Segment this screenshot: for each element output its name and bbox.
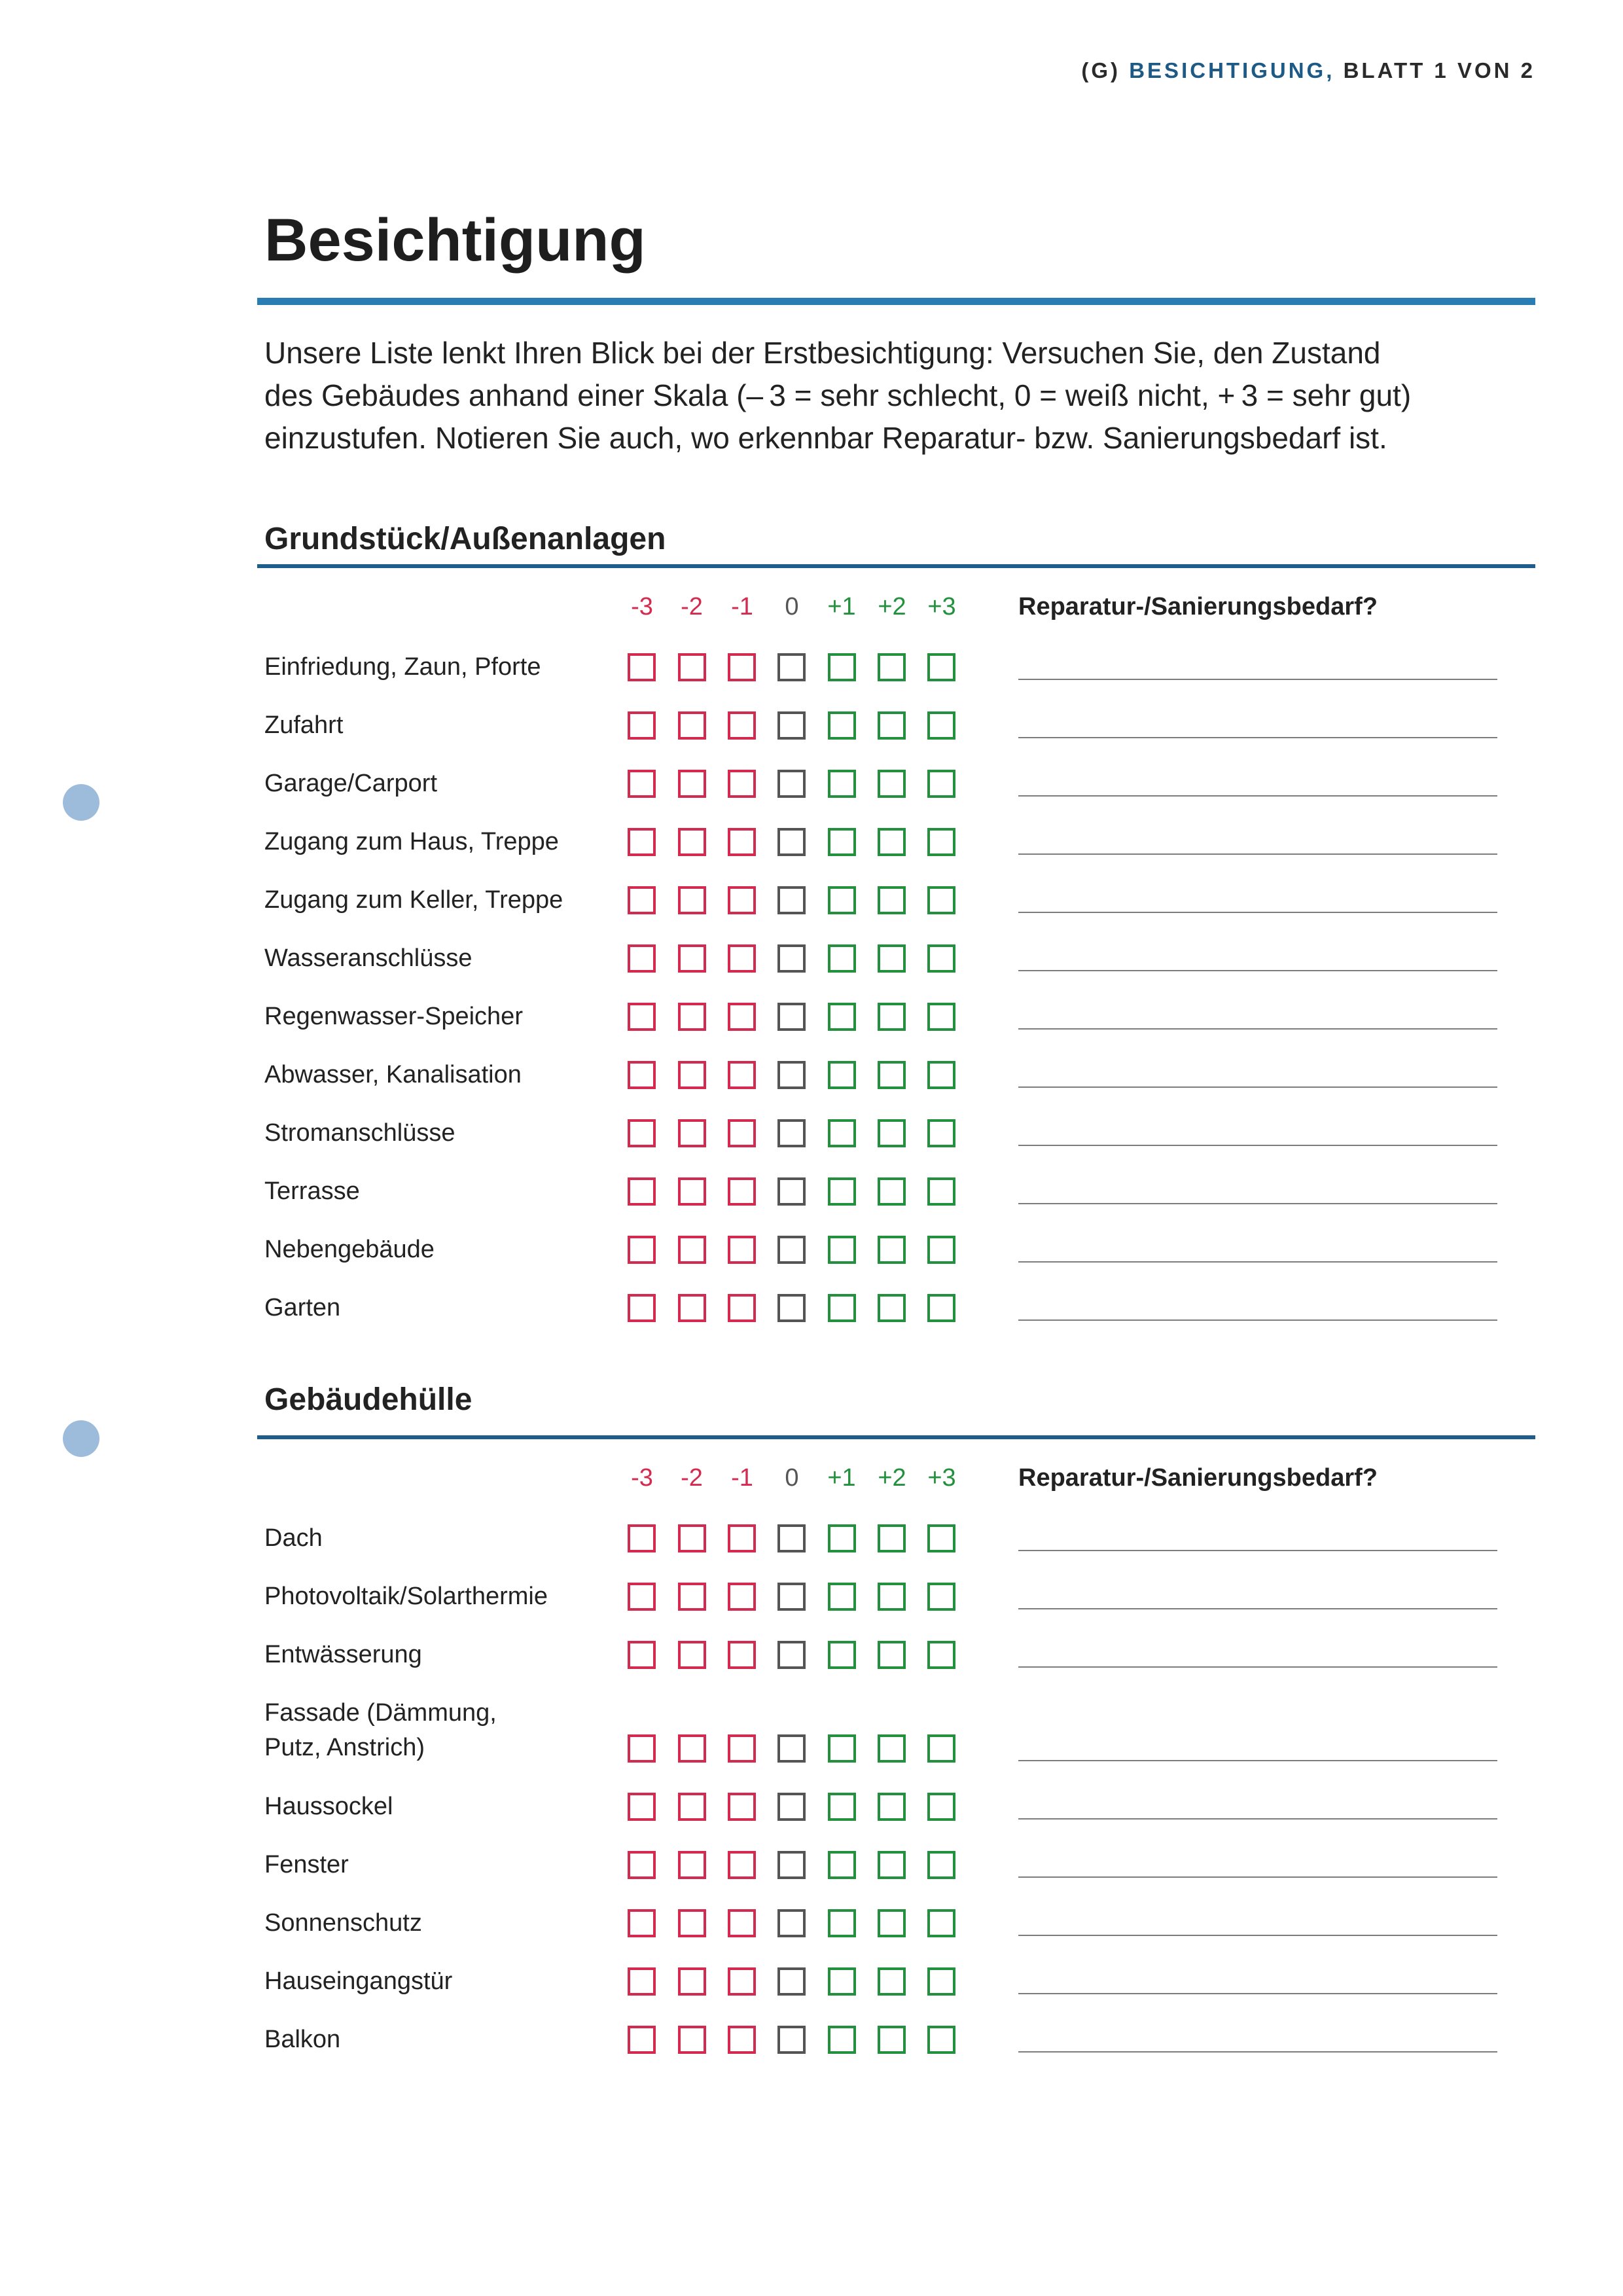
rating-checkbox-minus-2[interactable] bbox=[678, 828, 706, 856]
rating-checkbox-plus-1[interactable] bbox=[828, 828, 856, 856]
rating-checkbox-minus-1[interactable] bbox=[728, 1294, 756, 1322]
rating-checkbox-minus-3[interactable] bbox=[628, 1583, 656, 1611]
row-label: Stromanschlüsse bbox=[264, 1119, 455, 1147]
rating-checkbox-minus-2[interactable] bbox=[678, 770, 706, 798]
rating-checkbox-0[interactable] bbox=[777, 828, 806, 856]
rating-checkbox-plus-2[interactable] bbox=[878, 770, 906, 798]
rating-checkbox-plus-3[interactable] bbox=[927, 1851, 955, 1879]
repair-note-field[interactable] bbox=[1018, 829, 1497, 855]
rating-checkbox-plus-3[interactable] bbox=[927, 1061, 955, 1089]
section-gebaeudehuelle bbox=[257, 1382, 1535, 2053]
rating-checkbox-plus-3[interactable] bbox=[927, 711, 955, 740]
rating-checkbox-minus-1[interactable] bbox=[728, 2026, 756, 2054]
rating-checkbox-plus-3[interactable] bbox=[927, 828, 955, 856]
rating-checkbox-0[interactable] bbox=[777, 1294, 806, 1322]
rating-checkbox-plus-1[interactable] bbox=[828, 770, 856, 798]
rating-checkbox-0[interactable] bbox=[777, 1119, 806, 1147]
rating-checkbox-plus-2[interactable] bbox=[878, 1119, 906, 1147]
rating-checkbox-plus-2[interactable] bbox=[878, 1583, 906, 1611]
rating-checkbox-minus-2[interactable] bbox=[678, 1967, 706, 1996]
rating-checkbox-minus-1[interactable] bbox=[728, 1003, 756, 1031]
rating-checkbox-0[interactable] bbox=[777, 1061, 806, 1089]
rating-checkbox-plus-3[interactable] bbox=[927, 1734, 955, 1763]
scale-label-plus-2: +2 bbox=[878, 593, 906, 620]
checklist-row bbox=[257, 1568, 1535, 1626]
rating-checkbox-plus-2[interactable] bbox=[878, 711, 906, 740]
rating-checkbox-minus-1[interactable] bbox=[728, 1734, 756, 1763]
rating-checkbox-0[interactable] bbox=[777, 1851, 806, 1879]
rating-checkbox-minus-1[interactable] bbox=[728, 828, 756, 856]
checklist-row bbox=[257, 1046, 1535, 1104]
rating-checkbox-minus-1[interactable] bbox=[728, 711, 756, 740]
rating-checkbox-minus-2[interactable] bbox=[678, 886, 706, 914]
rating-checkbox-minus-3[interactable] bbox=[628, 1524, 656, 1552]
rating-checkbox-minus-1[interactable] bbox=[728, 1524, 756, 1552]
rating-checkbox-minus-2[interactable] bbox=[678, 1734, 706, 1763]
checklist-row bbox=[257, 1952, 1535, 2011]
rating-checkbox-0[interactable] bbox=[777, 1967, 806, 1996]
rating-checkbox-plus-1[interactable] bbox=[828, 1641, 856, 1669]
section-title: Gebäudehülle bbox=[264, 1382, 473, 1417]
checklist-row bbox=[257, 638, 1535, 696]
scale-label-plus-1: +1 bbox=[827, 1464, 856, 1492]
rating-checkbox-minus-3[interactable] bbox=[628, 1641, 656, 1669]
rating-checkbox-minus-1[interactable] bbox=[728, 1793, 756, 1821]
rating-checkbox-minus-3[interactable] bbox=[628, 1967, 656, 1996]
rating-checkbox-minus-3[interactable] bbox=[628, 770, 656, 798]
rating-checkbox-plus-1[interactable] bbox=[828, 1061, 856, 1089]
rating-checkbox-0[interactable] bbox=[777, 1641, 806, 1669]
intro-paragraph: Unsere Liste lenkt Ihren Blick bei der Erstbesichtigung: Versuchen Sie, den Zustand des Gebäudes anhand einer Skala (– 3 = sehr schlecht, 0 = weiß nicht, + 3 = sehr gut) einzustufen. Notieren Sie auch, wo erkennbar Reparatur- bzw. Sanierungsbedarf ist. bbox=[264, 336, 1412, 455]
rating-checkbox-minus-2[interactable] bbox=[678, 1641, 706, 1669]
rating-checkbox-plus-3[interactable] bbox=[927, 944, 955, 973]
row-label: Photovoltaik/Solarthermie bbox=[264, 1582, 548, 1610]
repair-note-field[interactable] bbox=[1018, 887, 1497, 913]
scale-label-plus-1: +1 bbox=[827, 593, 856, 620]
rating-checkbox-minus-3[interactable] bbox=[628, 2026, 656, 2054]
rating-checkbox-plus-2[interactable] bbox=[878, 1734, 906, 1763]
checklist-row bbox=[257, 929, 1535, 988]
row-label: Entwässerung bbox=[264, 1640, 422, 1668]
rating-checkbox-plus-1[interactable] bbox=[828, 944, 856, 973]
rating-checkbox-minus-3[interactable] bbox=[628, 1793, 656, 1821]
rating-checkbox-plus-1[interactable] bbox=[828, 1734, 856, 1763]
section-grundstueck bbox=[257, 522, 1535, 1321]
rating-checkbox-minus-1[interactable] bbox=[728, 1061, 756, 1089]
scale-label-minus-3: -3 bbox=[631, 593, 653, 620]
checklist-row bbox=[257, 1684, 1535, 1778]
rating-checkbox-plus-3[interactable] bbox=[927, 886, 955, 914]
row-label: Garage/Carport bbox=[264, 769, 438, 797]
row-label: Nebengebäude bbox=[264, 1235, 435, 1263]
rating-checkbox-minus-2[interactable] bbox=[678, 1851, 706, 1879]
rating-checkbox-minus-1[interactable] bbox=[728, 944, 756, 973]
section-rule bbox=[257, 564, 1535, 568]
rating-checkbox-plus-3[interactable] bbox=[927, 1177, 955, 1206]
rating-checkbox-minus-2[interactable] bbox=[678, 711, 706, 740]
rating-checkbox-minus-2[interactable] bbox=[678, 1177, 706, 1206]
repair-note-field[interactable] bbox=[1018, 1793, 1497, 1820]
rating-checkbox-plus-3[interactable] bbox=[927, 1236, 955, 1264]
row-label: Terrasse bbox=[264, 1177, 360, 1205]
rating-checkbox-minus-3[interactable] bbox=[628, 653, 656, 681]
rating-checkbox-plus-2[interactable] bbox=[878, 1236, 906, 1264]
rating-checkbox-plus-3[interactable] bbox=[927, 653, 955, 681]
scale-label-plus-3: +3 bbox=[927, 1464, 956, 1492]
rating-checkbox-plus-1[interactable] bbox=[828, 886, 856, 914]
rating-checkbox-0[interactable] bbox=[777, 1524, 806, 1552]
rating-checkbox-0[interactable] bbox=[777, 2026, 806, 2054]
repair-note-field[interactable] bbox=[1018, 1852, 1497, 1878]
rating-checkbox-plus-2[interactable] bbox=[878, 1793, 906, 1821]
row-label: Einfriedung, Zaun, Pforte bbox=[264, 653, 541, 681]
rating-checkbox-minus-2[interactable] bbox=[678, 1119, 706, 1147]
rating-checkbox-plus-1[interactable] bbox=[828, 2026, 856, 2054]
row-label: Fassade (Dämmung, Putz, Anstrich) bbox=[264, 1698, 497, 1761]
row-label: Zugang zum Keller, Treppe bbox=[264, 886, 563, 914]
rating-checkbox-plus-2[interactable] bbox=[878, 828, 906, 856]
checklist-row bbox=[257, 813, 1535, 871]
rating-checkbox-minus-3[interactable] bbox=[628, 1119, 656, 1147]
rating-checkbox-plus-2[interactable] bbox=[878, 1003, 906, 1031]
title-rule bbox=[257, 298, 1535, 305]
rating-checkbox-plus-2[interactable] bbox=[878, 1851, 906, 1879]
row-label: Regenwasser-Speicher bbox=[264, 1002, 523, 1030]
repair-note-field[interactable] bbox=[1018, 945, 1497, 971]
rating-checkbox-minus-2[interactable] bbox=[678, 1294, 706, 1322]
repair-note-field[interactable] bbox=[1018, 2026, 1497, 2053]
scale-label-minus-2: -2 bbox=[681, 593, 703, 620]
rating-checkbox-plus-1[interactable] bbox=[828, 1003, 856, 1031]
rating-checkbox-minus-2[interactable] bbox=[678, 1793, 706, 1821]
rating-checkbox-minus-3[interactable] bbox=[628, 828, 656, 856]
checklist-row bbox=[257, 2011, 1535, 2069]
rating-checkbox-minus-1[interactable] bbox=[728, 1851, 756, 1879]
rating-checkbox-0[interactable] bbox=[777, 1793, 806, 1821]
checklist-row bbox=[257, 1509, 1535, 1568]
rating-checkbox-0[interactable] bbox=[777, 886, 806, 914]
repair-note-field[interactable] bbox=[1018, 1236, 1497, 1263]
scale-label-0: 0 bbox=[785, 593, 799, 620]
checklist-row bbox=[257, 871, 1535, 929]
rating-checkbox-plus-1[interactable] bbox=[828, 1793, 856, 1821]
rating-checkbox-0[interactable] bbox=[777, 1003, 806, 1031]
rating-checkbox-plus-3[interactable] bbox=[927, 1967, 955, 1996]
row-label: Hauseingangstür bbox=[264, 1967, 453, 1995]
rating-checkbox-plus-2[interactable] bbox=[878, 1294, 906, 1322]
rating-checkbox-plus-2[interactable] bbox=[878, 944, 906, 973]
checklist-row bbox=[257, 1894, 1535, 1952]
section-rule bbox=[257, 1435, 1535, 1439]
rating-checkbox-minus-1[interactable] bbox=[728, 1909, 756, 1937]
rating-checkbox-minus-1[interactable] bbox=[728, 1583, 756, 1611]
rating-checkbox-minus-3[interactable] bbox=[628, 1909, 656, 1937]
rating-checkbox-plus-2[interactable] bbox=[878, 1641, 906, 1669]
rating-checkbox-plus-2[interactable] bbox=[878, 2026, 906, 2054]
checklist-row bbox=[257, 696, 1535, 755]
page-header bbox=[1081, 56, 1535, 85]
rating-checkbox-plus-1[interactable] bbox=[828, 653, 856, 681]
rating-checkbox-0[interactable] bbox=[777, 1583, 806, 1611]
rating-checkbox-minus-3[interactable] bbox=[628, 886, 656, 914]
rating-checkbox-0[interactable] bbox=[777, 944, 806, 973]
rating-checkbox-plus-2[interactable] bbox=[878, 1967, 906, 1996]
header-section-title: BESICHTIGUNG, bbox=[1129, 58, 1335, 82]
rating-checkbox-0[interactable] bbox=[777, 1734, 806, 1763]
checklist-row bbox=[257, 1279, 1535, 1337]
rating-checkbox-minus-3[interactable] bbox=[628, 711, 656, 740]
rating-checkbox-plus-3[interactable] bbox=[927, 1641, 955, 1669]
header-sheet-number: BLATT 1 VON 2 bbox=[1343, 58, 1535, 82]
rating-checkbox-plus-2[interactable] bbox=[878, 1177, 906, 1206]
scale-label-0: 0 bbox=[785, 1464, 799, 1492]
rating-checkbox-plus-3[interactable] bbox=[927, 1524, 955, 1552]
rating-checkbox-plus-2[interactable] bbox=[878, 1524, 906, 1552]
rating-checkbox-plus-3[interactable] bbox=[927, 1119, 955, 1147]
row-label: Fenster bbox=[264, 1850, 349, 1878]
rating-checkbox-plus-3[interactable] bbox=[927, 1909, 955, 1937]
rating-checkbox-plus-1[interactable] bbox=[828, 1583, 856, 1611]
rating-checkbox-0[interactable] bbox=[777, 1177, 806, 1206]
rating-checkbox-plus-1[interactable] bbox=[828, 1236, 856, 1264]
scale-label-minus-3: -3 bbox=[631, 1464, 653, 1492]
repair-note-field[interactable] bbox=[1018, 712, 1497, 738]
header-section-letter: (G) bbox=[1081, 58, 1121, 82]
repair-note-field[interactable] bbox=[1018, 1910, 1497, 1936]
checklist-row bbox=[257, 1836, 1535, 1894]
scale-label-minus-1: -1 bbox=[731, 593, 753, 620]
scale-label-plus-3: +3 bbox=[927, 593, 956, 620]
row-label: Dach bbox=[264, 1524, 323, 1552]
rating-checkbox-minus-2[interactable] bbox=[678, 2026, 706, 2054]
rating-checkbox-minus-1[interactable] bbox=[728, 1119, 756, 1147]
rating-checkbox-0[interactable] bbox=[777, 770, 806, 798]
rating-checkbox-plus-2[interactable] bbox=[878, 1061, 906, 1089]
rating-checkbox-plus-2[interactable] bbox=[878, 1909, 906, 1937]
rating-checkbox-minus-2[interactable] bbox=[678, 1061, 706, 1089]
row-label: Zufahrt bbox=[264, 711, 344, 739]
repair-need-header: Reparatur-/Sanierungsbedarf? bbox=[1018, 1464, 1378, 1492]
repair-note-field[interactable] bbox=[1018, 1003, 1497, 1030]
scale-label-minus-2: -2 bbox=[681, 1464, 703, 1492]
rating-checkbox-plus-3[interactable] bbox=[927, 770, 955, 798]
rating-checkbox-plus-3[interactable] bbox=[927, 1003, 955, 1031]
rating-checkbox-minus-2[interactable] bbox=[678, 1909, 706, 1937]
rating-checkbox-minus-1[interactable] bbox=[728, 1967, 756, 1996]
rating-checkbox-plus-1[interactable] bbox=[828, 711, 856, 740]
scale-label-plus-2: +2 bbox=[878, 1464, 906, 1492]
rating-checkbox-minus-1[interactable] bbox=[728, 1177, 756, 1206]
rating-checkbox-minus-2[interactable] bbox=[678, 944, 706, 973]
rating-checkbox-0[interactable] bbox=[777, 711, 806, 740]
row-label: Balkon bbox=[264, 2025, 341, 2053]
repair-need-header: Reparatur-/Sanierungsbedarf? bbox=[1018, 593, 1378, 620]
rating-checkbox-minus-3[interactable] bbox=[628, 944, 656, 973]
checklist-row bbox=[257, 755, 1535, 813]
checklist-row bbox=[257, 1104, 1535, 1162]
repair-note-field[interactable] bbox=[1018, 1735, 1497, 1761]
page-title: Besichtigung bbox=[264, 207, 646, 274]
punch-hole-marker bbox=[63, 784, 99, 821]
rating-checkbox-minus-3[interactable] bbox=[628, 1061, 656, 1089]
row-label: Sonnenschutz bbox=[264, 1909, 422, 1937]
repair-note-field[interactable] bbox=[1018, 1968, 1497, 1994]
rating-checkbox-minus-3[interactable] bbox=[628, 1003, 656, 1031]
row-label: Garten bbox=[264, 1293, 341, 1321]
repair-note-field[interactable] bbox=[1018, 1120, 1497, 1146]
repair-note-field[interactable] bbox=[1018, 1178, 1497, 1204]
rating-checkbox-minus-2[interactable] bbox=[678, 1003, 706, 1031]
rating-checkbox-minus-1[interactable] bbox=[728, 653, 756, 681]
rating-checkbox-minus-3[interactable] bbox=[628, 1294, 656, 1322]
rating-checkbox-plus-3[interactable] bbox=[927, 2026, 955, 2054]
rating-checkbox-minus-3[interactable] bbox=[628, 1236, 656, 1264]
rating-checkbox-minus-1[interactable] bbox=[728, 1236, 756, 1264]
repair-note-field[interactable] bbox=[1018, 1641, 1497, 1668]
rating-checkbox-minus-1[interactable] bbox=[728, 1641, 756, 1669]
rating-checkbox-plus-3[interactable] bbox=[927, 1294, 955, 1322]
rating-checkbox-plus-1[interactable] bbox=[828, 1177, 856, 1206]
rating-checkbox-minus-3[interactable] bbox=[628, 1851, 656, 1879]
checklist-row bbox=[257, 1778, 1535, 1836]
rating-checkbox-minus-3[interactable] bbox=[628, 1734, 656, 1763]
rating-checkbox-0[interactable] bbox=[777, 1909, 806, 1937]
rating-checkbox-plus-1[interactable] bbox=[828, 1119, 856, 1147]
repair-note-field[interactable] bbox=[1018, 770, 1497, 797]
repair-note-field[interactable] bbox=[1018, 654, 1497, 680]
rating-checkbox-plus-1[interactable] bbox=[828, 1909, 856, 1937]
rating-checkbox-minus-2[interactable] bbox=[678, 1236, 706, 1264]
row-label: Haussockel bbox=[264, 1792, 393, 1820]
rating-checkbox-minus-1[interactable] bbox=[728, 886, 756, 914]
rating-checkbox-0[interactable] bbox=[777, 653, 806, 681]
rating-checkbox-plus-1[interactable] bbox=[828, 1524, 856, 1552]
checklist-row bbox=[257, 1162, 1535, 1221]
rating-checkbox-minus-1[interactable] bbox=[728, 770, 756, 798]
rating-checkbox-plus-3[interactable] bbox=[927, 1583, 955, 1611]
repair-note-field[interactable] bbox=[1018, 1583, 1497, 1609]
rating-checkbox-minus-2[interactable] bbox=[678, 1524, 706, 1552]
punch-hole-marker bbox=[63, 1420, 99, 1457]
rating-checkbox-minus-3[interactable] bbox=[628, 1177, 656, 1206]
rating-checkbox-plus-1[interactable] bbox=[828, 1851, 856, 1879]
rating-checkbox-minus-2[interactable] bbox=[678, 1583, 706, 1611]
rating-checkbox-plus-3[interactable] bbox=[927, 1793, 955, 1821]
repair-note-field[interactable] bbox=[1018, 1062, 1497, 1088]
row-label: Abwasser, Kanalisation bbox=[264, 1060, 522, 1088]
checklist-row bbox=[257, 1626, 1535, 1684]
repair-note-field[interactable] bbox=[1018, 1525, 1497, 1551]
scale-label-minus-1: -1 bbox=[731, 1464, 753, 1492]
row-label: Zugang zum Haus, Treppe bbox=[264, 827, 559, 855]
rating-checkbox-0[interactable] bbox=[777, 1236, 806, 1264]
section-title: Grundstück/Außenanlagen bbox=[264, 522, 666, 556]
repair-note-field[interactable] bbox=[1018, 1295, 1497, 1321]
rating-checkbox-plus-2[interactable] bbox=[878, 886, 906, 914]
row-label: Wasseranschlüsse bbox=[264, 944, 473, 972]
rating-checkbox-minus-2[interactable] bbox=[678, 653, 706, 681]
checklist-row bbox=[257, 988, 1535, 1046]
checklist-row bbox=[257, 1221, 1535, 1279]
rating-checkbox-plus-1[interactable] bbox=[828, 1967, 856, 1996]
rating-checkbox-plus-1[interactable] bbox=[828, 1294, 856, 1322]
rating-checkbox-plus-2[interactable] bbox=[878, 653, 906, 681]
